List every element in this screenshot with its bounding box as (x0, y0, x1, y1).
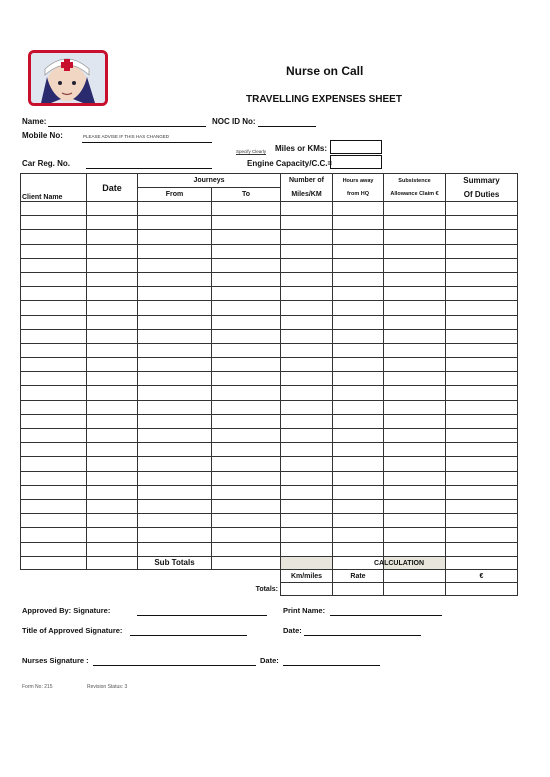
table-cell[interactable] (446, 329, 518, 343)
table-row (21, 386, 518, 400)
table-cell[interactable] (384, 244, 446, 258)
name-label: Name: (22, 117, 47, 126)
table-cell[interactable] (384, 386, 446, 400)
table-cell[interactable] (138, 216, 212, 230)
table-cell[interactable] (281, 301, 333, 315)
table-cell[interactable] (138, 358, 212, 372)
table-cell[interactable] (446, 216, 518, 230)
nurses-signature-label: Nurses Signature : (22, 656, 89, 665)
table-row (21, 329, 518, 343)
miles-km-label: Miles or KMs: (275, 144, 328, 153)
table-cell[interactable] (87, 343, 138, 357)
table-cell[interactable] (87, 414, 138, 428)
table-cell[interactable] (333, 372, 384, 386)
mobile-field[interactable] (82, 132, 212, 143)
table-cell[interactable] (212, 358, 281, 372)
table-row (21, 315, 518, 329)
table-cell[interactable] (21, 528, 87, 542)
table-cell[interactable] (281, 542, 333, 556)
header-to: To (212, 188, 281, 202)
table-cell[interactable] (333, 414, 384, 428)
table-cell[interactable] (281, 244, 333, 258)
table-cell[interactable] (281, 272, 333, 286)
header-from: From (138, 188, 212, 202)
table-cell[interactable] (281, 499, 333, 513)
table-row (21, 216, 518, 230)
table-cell[interactable] (212, 372, 281, 386)
table-cell[interactable] (87, 471, 138, 485)
date-label: Date: (283, 626, 302, 635)
table-row (21, 272, 518, 286)
table-cell[interactable] (87, 386, 138, 400)
table-cell[interactable] (138, 414, 212, 428)
table-cell[interactable] (281, 358, 333, 372)
header-journeys: Journeys (138, 174, 281, 188)
table-cell[interactable] (281, 315, 333, 329)
engine-capacity-label: Engine Capacity/C.C.= (247, 159, 333, 168)
table-cell[interactable] (87, 499, 138, 513)
table-cell[interactable] (446, 499, 518, 513)
table-cell[interactable] (138, 429, 212, 443)
table-cell[interactable] (138, 202, 212, 216)
table-cell[interactable] (87, 258, 138, 272)
table-cell[interactable] (446, 400, 518, 414)
header-of-duties: Of Duties (446, 188, 518, 202)
table-cell[interactable] (87, 287, 138, 301)
calc-rate: Rate (333, 570, 384, 583)
table-cell[interactable] (212, 386, 281, 400)
table-cell[interactable] (384, 301, 446, 315)
table-cell[interactable] (21, 499, 87, 513)
table-cell[interactable] (333, 287, 384, 301)
table-cell[interactable] (333, 528, 384, 542)
table-cell[interactable] (446, 258, 518, 272)
table-cell[interactable] (87, 542, 138, 556)
table-cell[interactable] (21, 514, 87, 528)
table-cell[interactable] (138, 372, 212, 386)
table-cell[interactable] (446, 230, 518, 244)
table-cell[interactable] (384, 400, 446, 414)
table-cell[interactable] (87, 457, 138, 471)
table-cell[interactable] (87, 372, 138, 386)
table-row (21, 258, 518, 272)
table-cell[interactable] (333, 202, 384, 216)
table-row (21, 443, 518, 457)
table-cell[interactable] (212, 514, 281, 528)
header-client-name: Client Name (21, 174, 87, 202)
table-row (21, 244, 518, 258)
table-cell[interactable] (281, 514, 333, 528)
table-cell[interactable] (281, 216, 333, 230)
table-cell[interactable] (87, 514, 138, 528)
table-cell[interactable] (138, 542, 212, 556)
table-row (21, 414, 518, 428)
table-cell[interactable] (212, 216, 281, 230)
nurses-signature-line[interactable] (93, 655, 256, 666)
table-cell[interactable] (138, 471, 212, 485)
table-cell[interactable] (281, 443, 333, 457)
table-cell[interactable] (212, 244, 281, 258)
table-cell[interactable] (384, 485, 446, 499)
calc-total-blank[interactable] (384, 583, 446, 596)
table-cell[interactable] (21, 329, 87, 343)
table-cell[interactable] (138, 301, 212, 315)
company-name: Nurse on Call (286, 64, 364, 78)
table-cell[interactable] (281, 258, 333, 272)
table-cell[interactable] (384, 414, 446, 428)
table-cell[interactable] (384, 528, 446, 542)
table-cell[interactable] (333, 329, 384, 343)
car-reg-field[interactable] (86, 158, 212, 169)
table-cell[interactable] (333, 244, 384, 258)
table-cell[interactable] (384, 514, 446, 528)
table-cell[interactable] (138, 528, 212, 542)
table-row (21, 542, 518, 556)
calc-km-miles: Km/miles (281, 570, 333, 583)
noc-id-field[interactable] (258, 116, 316, 127)
print-name-label: Print Name: (283, 606, 326, 615)
calc-euro: € (446, 570, 518, 583)
table-cell[interactable] (446, 301, 518, 315)
table-cell[interactable] (87, 358, 138, 372)
table-cell[interactable] (21, 258, 87, 272)
table-cell[interactable] (21, 358, 87, 372)
table-cell[interactable] (87, 230, 138, 244)
table-row (21, 429, 518, 443)
table-cell[interactable] (446, 471, 518, 485)
table-cell[interactable] (138, 514, 212, 528)
table-cell[interactable] (212, 485, 281, 499)
table-cell[interactable] (333, 358, 384, 372)
table-cell[interactable] (21, 485, 87, 499)
table-cell[interactable] (21, 429, 87, 443)
table-row (21, 485, 518, 499)
header-hours-away: Hours away (333, 174, 384, 188)
table-cell[interactable] (138, 272, 212, 286)
table-cell[interactable] (138, 400, 212, 414)
date-label-2: Date: (260, 656, 279, 665)
calc-total-rate[interactable] (333, 583, 384, 596)
table-cell[interactable] (138, 315, 212, 329)
table-cell[interactable] (333, 258, 384, 272)
table-cell[interactable] (87, 443, 138, 457)
sheet-title: TRAVELLING EXPENSES SHEET (246, 94, 402, 105)
table-cell[interactable] (138, 329, 212, 343)
table-row (21, 528, 518, 542)
table-row (21, 343, 518, 357)
table-cell[interactable] (384, 429, 446, 443)
table-cell[interactable] (21, 301, 87, 315)
table-cell[interactable] (384, 258, 446, 272)
table-cell[interactable] (212, 457, 281, 471)
table-cell[interactable] (21, 287, 87, 301)
table-row (21, 358, 518, 372)
table-cell[interactable] (21, 343, 87, 357)
table-cell[interactable] (21, 542, 87, 556)
header-miles-km: Miles/KM (281, 188, 333, 202)
sub-totals-label: Sub Totals (138, 556, 212, 569)
table-row (21, 287, 518, 301)
table-cell[interactable] (138, 485, 212, 499)
title-approved-label: Title of Approved Signature: (22, 626, 123, 635)
table-cell[interactable] (21, 272, 87, 286)
header-subsistence: Subsistence (384, 174, 446, 188)
table-cell[interactable] (446, 343, 518, 357)
specify-note: Specify Clearly (236, 149, 267, 154)
table-row (21, 301, 518, 315)
table-cell[interactable] (384, 329, 446, 343)
table-cell[interactable] (21, 216, 87, 230)
table-cell[interactable] (446, 244, 518, 258)
table-cell[interactable] (446, 457, 518, 471)
table-cell[interactable] (333, 301, 384, 315)
table-cell[interactable] (138, 230, 212, 244)
table-cell[interactable] (87, 315, 138, 329)
table-cell[interactable] (281, 372, 333, 386)
table-cell[interactable] (212, 429, 281, 443)
table-cell[interactable] (333, 499, 384, 513)
table-cell[interactable] (281, 457, 333, 471)
table-cell[interactable] (333, 514, 384, 528)
table-cell[interactable] (384, 499, 446, 513)
table-row (21, 230, 518, 244)
table-cell[interactable] (21, 230, 87, 244)
table-cell[interactable] (21, 400, 87, 414)
table-row (21, 372, 518, 386)
table-cell[interactable] (446, 287, 518, 301)
table-cell[interactable] (21, 202, 87, 216)
table-cell[interactable] (87, 400, 138, 414)
approved-signature-line[interactable] (137, 605, 267, 616)
table-cell[interactable] (281, 343, 333, 357)
table-cell[interactable] (446, 414, 518, 428)
calc-totals-label: Totals: (255, 585, 278, 593)
table-cell[interactable] (212, 272, 281, 286)
table-cell[interactable] (281, 287, 333, 301)
calc-spacer (21, 557, 281, 570)
table-cell[interactable] (21, 315, 87, 329)
table-cell[interactable] (87, 301, 138, 315)
table-cell[interactable] (446, 372, 518, 386)
table-cell[interactable] (446, 443, 518, 457)
table-cell[interactable] (333, 216, 384, 230)
table-cell[interactable] (21, 372, 87, 386)
table-cell[interactable] (446, 386, 518, 400)
table-cell[interactable] (446, 429, 518, 443)
table-cell[interactable] (384, 372, 446, 386)
table-cell[interactable] (87, 244, 138, 258)
calc-total-km[interactable] (281, 583, 333, 596)
header-number-of: Number of (281, 174, 333, 188)
table-cell[interactable] (87, 272, 138, 286)
table-cell[interactable] (212, 301, 281, 315)
table-cell[interactable] (212, 499, 281, 513)
miles-km-input[interactable] (330, 140, 382, 154)
table-cell[interactable] (138, 457, 212, 471)
table-cell[interactable] (212, 414, 281, 428)
title-approved-line[interactable] (130, 625, 247, 636)
header-date: Date (87, 174, 138, 202)
table-cell[interactable] (87, 202, 138, 216)
table-cell[interactable] (446, 358, 518, 372)
table-cell[interactable] (212, 329, 281, 343)
table-cell[interactable] (281, 414, 333, 428)
table-cell[interactable] (333, 343, 384, 357)
table-cell[interactable] (384, 272, 446, 286)
expenses-rows (21, 202, 518, 557)
car-reg-label: Car Reg. No. (22, 159, 71, 168)
table-cell[interactable] (281, 485, 333, 499)
print-name-line[interactable] (330, 605, 442, 616)
table-cell[interactable] (384, 443, 446, 457)
table-cell[interactable] (281, 400, 333, 414)
table-cell[interactable] (138, 258, 212, 272)
table-cell[interactable] (384, 230, 446, 244)
table-cell[interactable] (21, 414, 87, 428)
table-cell[interactable] (212, 400, 281, 414)
table-cell[interactable] (384, 542, 446, 556)
header-from-hq: from HQ (333, 188, 384, 202)
table-cell[interactable] (384, 315, 446, 329)
table-cell[interactable] (21, 457, 87, 471)
table-cell[interactable] (281, 230, 333, 244)
table-cell[interactable] (21, 471, 87, 485)
table-cell[interactable] (333, 230, 384, 244)
revision-status: Revision Status: 3 (87, 684, 128, 690)
table-cell[interactable] (446, 315, 518, 329)
table-cell[interactable] (446, 542, 518, 556)
table-cell[interactable] (138, 386, 212, 400)
table-cell[interactable] (138, 244, 212, 258)
table-cell[interactable] (333, 315, 384, 329)
table-cell[interactable] (212, 528, 281, 542)
table-cell[interactable] (384, 471, 446, 485)
table-cell[interactable] (21, 386, 87, 400)
table-cell[interactable] (384, 358, 446, 372)
table-cell[interactable] (87, 528, 138, 542)
table-cell[interactable] (446, 202, 518, 216)
approved-by-label: Approved By: Signature: (22, 606, 111, 615)
engine-capacity-input[interactable] (330, 155, 382, 169)
table-cell[interactable] (212, 542, 281, 556)
table-cell[interactable] (281, 471, 333, 485)
expenses-table (20, 173, 518, 570)
table-cell[interactable] (212, 230, 281, 244)
table-cell[interactable] (333, 457, 384, 471)
table-row (21, 499, 518, 513)
table-cell[interactable] (21, 244, 87, 258)
table-cell[interactable] (446, 485, 518, 499)
table-cell[interactable] (333, 429, 384, 443)
table-cell[interactable] (212, 315, 281, 329)
table-cell[interactable] (138, 343, 212, 357)
table-cell[interactable] (446, 514, 518, 528)
nurse-logo-icon (31, 53, 105, 103)
table-cell[interactable] (87, 216, 138, 230)
calculation-title: CALCULATION (281, 557, 518, 570)
form-number: Form No: 215 (22, 684, 53, 690)
header-allowance-claim: Allowance Claim € (384, 188, 446, 202)
table-cell[interactable] (212, 202, 281, 216)
table-cell[interactable] (384, 216, 446, 230)
mobile-label: Mobile No: (22, 131, 63, 140)
table-cell[interactable] (281, 386, 333, 400)
table-cell[interactable] (333, 485, 384, 499)
table-cell[interactable] (281, 429, 333, 443)
table-row (21, 202, 518, 216)
table-cell[interactable] (212, 343, 281, 357)
table-cell[interactable] (384, 287, 446, 301)
table-cell[interactable] (138, 443, 212, 457)
noc-id-label: NOC ID No: (212, 117, 256, 126)
table-cell[interactable] (21, 443, 87, 457)
table-cell[interactable] (212, 287, 281, 301)
table-row (21, 457, 518, 471)
date-line-2[interactable] (283, 655, 380, 666)
table-cell[interactable] (281, 528, 333, 542)
table-cell[interactable] (281, 202, 333, 216)
table-cell[interactable] (333, 400, 384, 414)
table-cell[interactable] (333, 443, 384, 457)
table-cell[interactable] (281, 329, 333, 343)
table-cell[interactable] (333, 542, 384, 556)
table-cell[interactable] (212, 258, 281, 272)
table-cell[interactable] (87, 429, 138, 443)
table-row (21, 471, 518, 485)
date-line[interactable] (304, 625, 421, 636)
table-cell[interactable] (384, 343, 446, 357)
table-cell[interactable] (384, 457, 446, 471)
table-cell[interactable] (384, 202, 446, 216)
mobile-note: PLEASE ADVISE IF THIS HAS CHANGED (83, 134, 169, 139)
table-row (21, 514, 518, 528)
table-cell[interactable] (212, 471, 281, 485)
table-cell[interactable] (333, 471, 384, 485)
table-cell[interactable] (138, 287, 212, 301)
calc-spacer-2 (21, 570, 281, 583)
table-cell[interactable] (446, 528, 518, 542)
name-field[interactable] (48, 116, 206, 127)
table-cell[interactable] (333, 386, 384, 400)
table-cell[interactable] (138, 499, 212, 513)
table-cell[interactable] (87, 329, 138, 343)
company-logo (28, 50, 108, 106)
calc-blank (384, 570, 446, 583)
table-cell[interactable] (446, 272, 518, 286)
table-cell[interactable] (87, 485, 138, 499)
header-summary: Summary (446, 174, 518, 188)
table-cell[interactable] (333, 272, 384, 286)
table-cell[interactable] (212, 443, 281, 457)
calc-total-euro[interactable] (446, 583, 518, 596)
calculation-table (20, 556, 518, 596)
table-row (21, 400, 518, 414)
